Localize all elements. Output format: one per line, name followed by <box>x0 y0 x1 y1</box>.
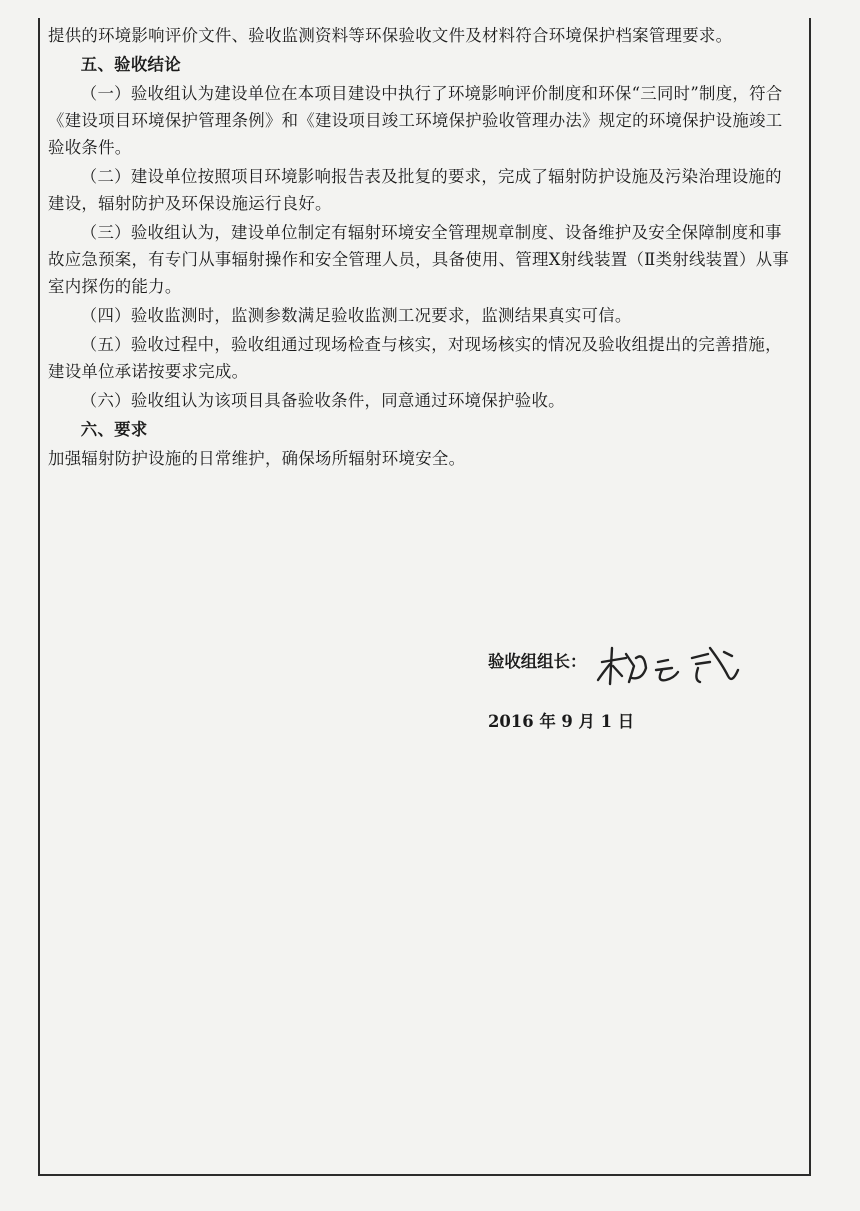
section-heading-conclusion: 五、验收结论 <box>80 55 181 74</box>
signoff-label: 验收组组长： <box>488 652 587 671</box>
handwritten-signature <box>596 640 756 694</box>
conclusion-item-3: （三）验收组认为，建设单位制定有辐射环境安全管理规章制度、设备维护及安全保障制度和事故应急预案，有专门从事辐射操作和安全管理人员，具备使用、管理X射线装置（Ⅱ类射线装置）从事室内探伤的能力。 <box>48 223 790 296</box>
conclusion-item-6: （六）验收组认为该项目具备验收条件，同意通过环境保护验收。 <box>80 391 565 410</box>
conclusion-item-5: （五）验收过程中，验收组通过现场检查与核实，对现场核实的情况及验收组提出的完善措施，建设单位承诺按要求完成。 <box>48 335 782 381</box>
requirement-item-1: 加强辐射防护设施的日常维护，确保场所辐射环境安全。 <box>48 449 466 468</box>
section-heading-requirements: 六、要求 <box>80 420 148 439</box>
signoff-date: 2016 年 9 月 1 日 <box>488 712 635 731</box>
conclusion-item-2: （二）建设单位按照项目环境影响报告表及批复的要求，完成了辐射防护设施及污染治理设施的建设，辐射防护及环保设施运行良好。 <box>48 167 782 213</box>
conclusion-item-1: （一）验收组认为建设单位在本项目建设中执行了环境影响评价制度和环保“三同时”制度，符合《建设项目环境保护管理条例》和《建设项目竣工环境保护验收管理办法》规定的环境保护设施竣工验收条件。 <box>48 84 783 157</box>
conclusion-item-4: （四）验收监测时，监测参数满足验收监测工况要求，监测结果真实可信。 <box>80 306 632 325</box>
paragraph-archive-requirement: 提供的环境影响评价文件、验收监测资料等环保验收文件及材料符合环境保护档案管理要求。 <box>48 26 733 45</box>
document-body <box>48 22 798 474</box>
